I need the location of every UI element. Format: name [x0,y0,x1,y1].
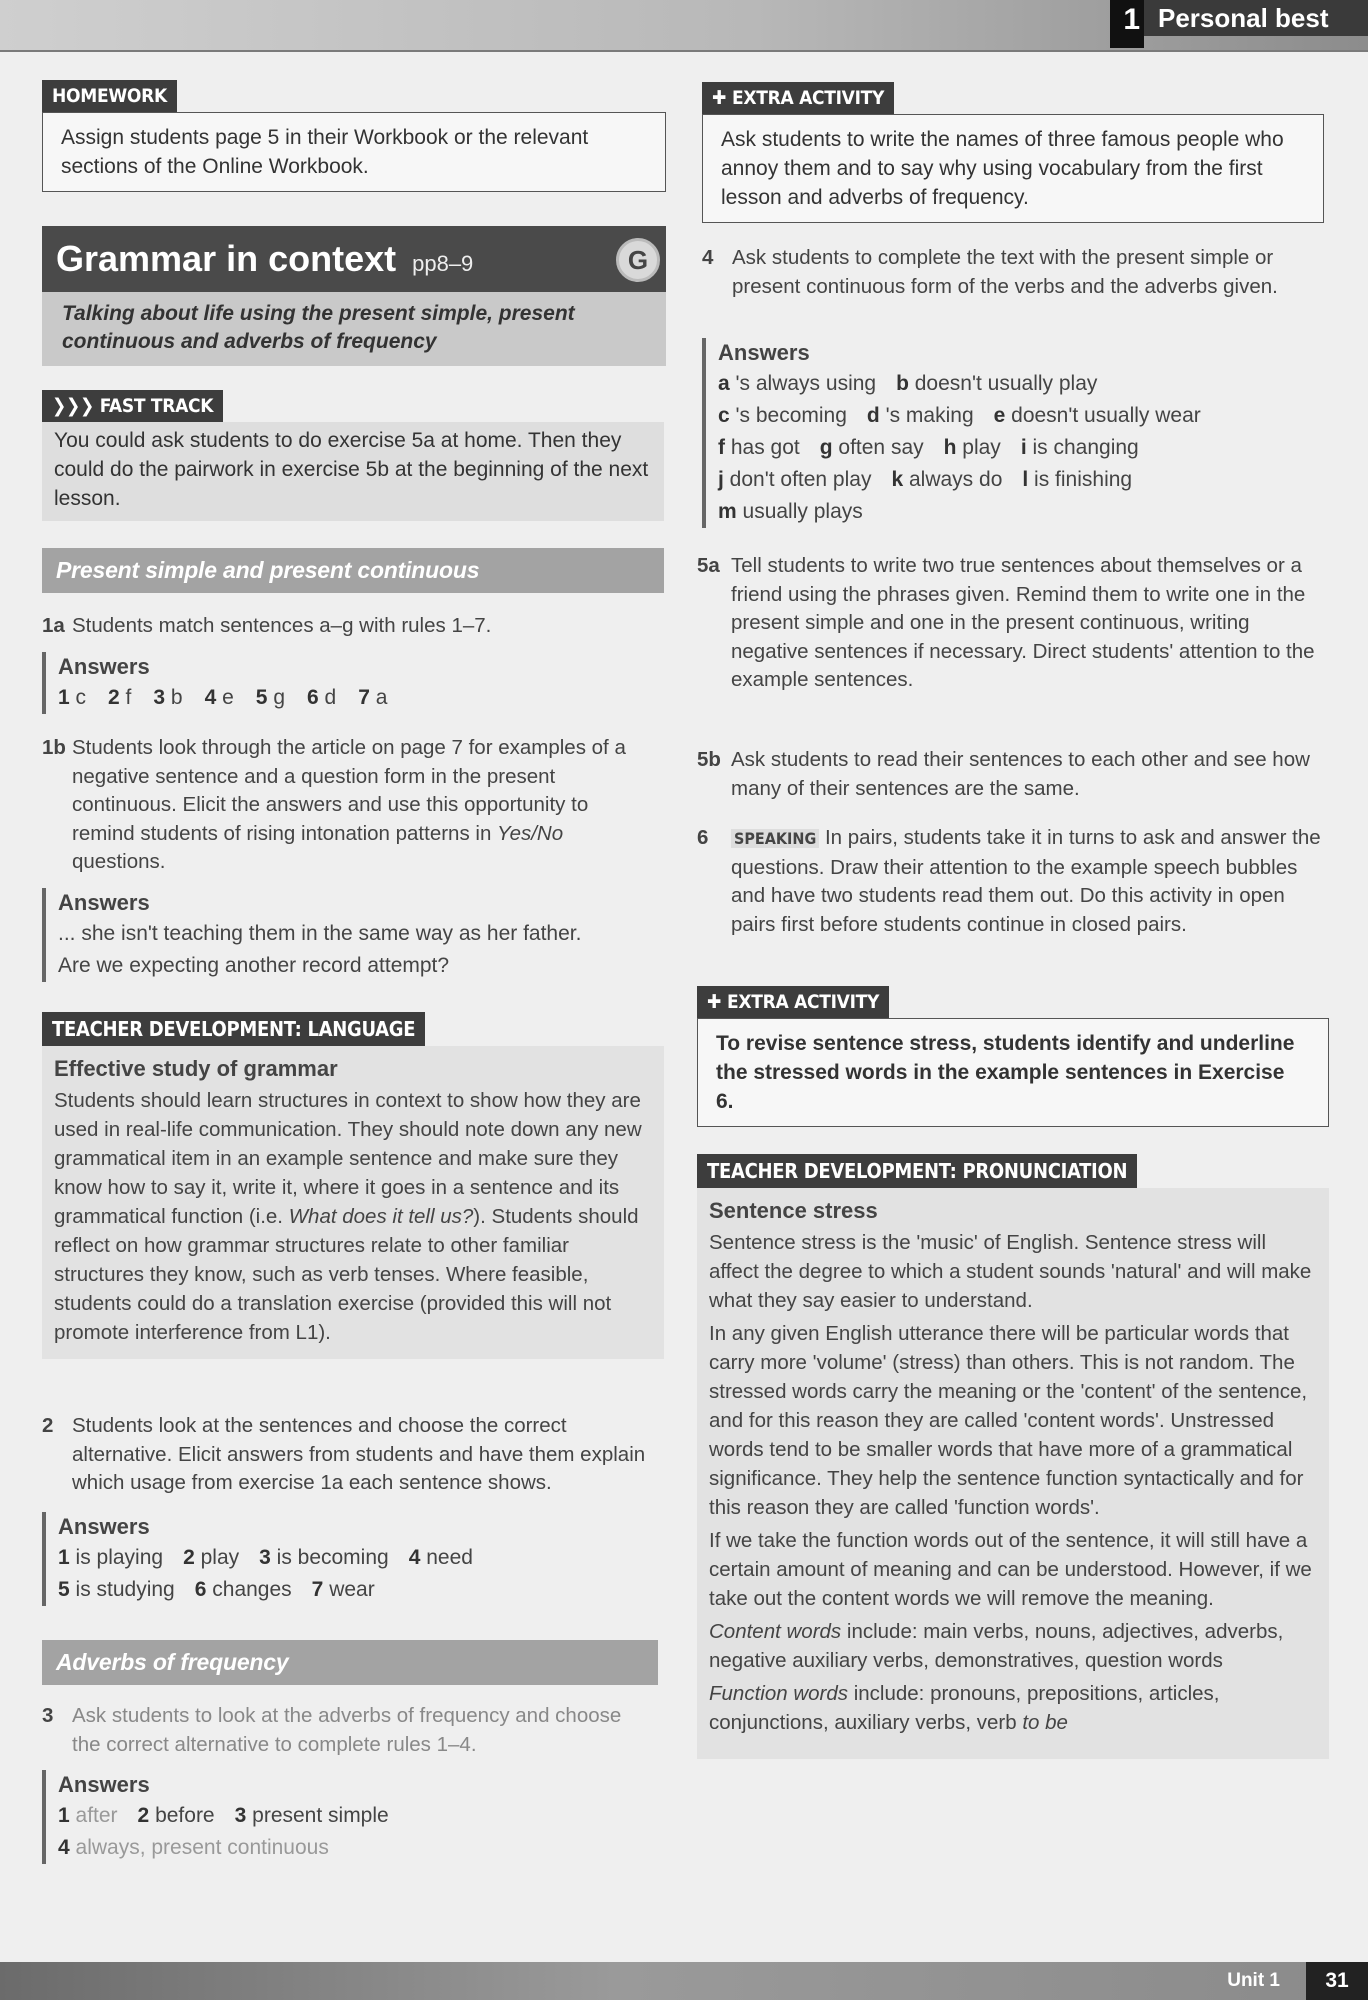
exercise-6-body: In pairs, students take it in turns to ask and answer the questions. Draw their attention to the example speech bubbles and have two students read them out. Do this activity in open pairs first before students continue in closed pairs. [731,826,1321,936]
answer-value: don't often play [723,468,872,491]
answer-value: 's always using [729,372,877,395]
extra-activity-1-tag [702,82,894,114]
answer-item [256,686,285,709]
answer-value: d [318,686,337,709]
grammar-title: Grammar in context [56,238,397,279]
answers-4 [702,338,1322,528]
footer-page-number: 31 [1306,1962,1368,2000]
td-language-box [42,1046,664,1359]
answers-1b-line2: Are we expecting another record attempt? [58,954,450,977]
answer-item [58,686,86,709]
extra-activity-1 [702,82,1324,223]
answer-item [944,436,1001,459]
answers-1b-line1: ... she isn't teaching them in the same way as her father. [58,922,582,945]
answers-1b-heading: Answers [58,890,150,915]
answer-key: l [1022,468,1029,491]
answer-key: 1 [58,1546,70,1569]
exercise-4-text: Ask students to complete the text with the present simple or present continuous form of the verbs and the adverbs given. [732,246,1278,298]
answers-2 [42,1512,642,1606]
exercise-4 [702,244,1322,301]
td-pron-p2: In any given English utterance there will be particular words that carry more 'volume' (stress) than others. This is not random. The stressed words carry the meaning or the 'content' of the sentence, and for this reason they are called 'content words'. Unstressed words tend to be smaller words that have more of a grammatical significance. They help the sentence function syntactically and for this reason they are called 'function words'. [709,1322,1308,1519]
td-language-body [42,1084,664,1359]
answer-value: doesn't usually wear [1005,404,1201,427]
fast-track-text: You could ask students to do exercise 5a at home. Then they could do the pairwork in exercise 5b at the beginning of the next lesson. [42,422,664,521]
answer-value: wear [323,1578,375,1601]
td-language-title: Effective study of grammar [54,1056,338,1081]
td-language-tag: TEACHER DEVELOPMENT: LANGUAGE [42,1012,425,1046]
answer-value: after [69,1804,118,1827]
exercise-1a-text: Students match sentences a–g with rules 1–7. [72,614,492,637]
answer-key: g [819,436,833,459]
exercise-1a [42,612,642,641]
answer-value: always, present continuous [69,1836,329,1859]
section-adverbs-frequency: Adverbs of frequency [42,1640,658,1685]
answer-key: 3 [234,1804,247,1827]
td-pron-body [697,1226,1329,1753]
fast-track-label: FAST TRACK [99,395,214,417]
answers-2-heading: Answers [58,1514,150,1539]
exercise-6-text [697,824,1327,939]
answer-item [820,436,924,459]
answer-key: 1 [58,1804,70,1827]
exercise-5b [697,746,1327,803]
answer-item [58,1578,175,1601]
exercise-2-num: 2 [42,1414,54,1437]
answer-item [195,1578,292,1601]
answer-value: f [119,686,132,709]
answer-value: e [216,686,234,709]
extra-activity-1-box [702,114,1324,223]
exercise-3-text: Ask students to look at the adverbs of frequency and choose the correct alternative to complete rules 1–4. [72,1704,622,1756]
grammar-subtitle: Talking about life using the present simple, present continuous and adverbs of frequency [42,292,666,366]
answer-value: has got [725,436,800,459]
answers-4-row [718,400,1322,432]
section-present-simple: Present simple and present continuous [42,548,664,593]
td-pron-p5-rest: include: pronouns, prepositions, articles, conjunctions, auxiliary verbs, verb [709,1682,1220,1734]
answer-key: b [896,372,909,395]
answer-item [58,1836,329,1859]
exercise-1b [42,734,652,877]
td-language-body-pre: Students should learn structures in context to show how they are used in real-life communication. They should note down any new grammatical item in an example sentence and make sure they know how to say it, write it, where it goes in a sentence and its grammatical function (i.e. [54,1089,642,1228]
answer-value: need [420,1546,473,1569]
answer-key: 6 [307,686,319,709]
answer-key: 4 [58,1836,70,1859]
exercise-5b-num: 5b [697,748,721,771]
td-pron-p5 [709,1679,1317,1737]
answer-key: m [718,500,737,523]
answer-item [235,1804,389,1827]
td-pron-p4-italic: Content words [709,1620,842,1643]
answer-value: is changing [1026,436,1139,459]
td-pron-title: Sentence stress [709,1198,878,1223]
answer-value: play [956,436,1001,459]
exercise-3-num: 3 [42,1704,54,1727]
answer-key: 1 [58,686,70,709]
grammar-header [42,226,666,292]
answer-value: often say [832,436,924,459]
answer-item [867,404,974,427]
answers-3-row1 [58,1800,642,1832]
exercise-2-text: Students look at the sentences and choose the correct alternative. Elicit answers from students and have them explain which usage from exercise 1a each sentence shows. [72,1414,646,1494]
homework-tag: HOMEWORK [42,80,177,112]
answer-item [409,1546,473,1569]
answer-item [718,404,847,427]
footer-unit-label: Unit 1 [1227,1970,1280,1991]
answer-item [307,686,336,709]
answer-key: h [943,436,957,459]
answer-item [358,686,387,709]
teacher-development-pronunciation [697,1154,1329,1759]
answer-item [896,372,1097,395]
teacher-development-language [42,1012,664,1359]
answer-item [183,1546,239,1569]
td-pron-p4-rest: include: main verbs, nouns, adjectives, adverbs, negative auxiliary verbs, demonstratives, question words [709,1620,1284,1672]
answer-key: c [718,404,730,427]
plus-icon: ✚ [712,87,727,109]
answer-key: 7 [311,1578,324,1601]
answer-item [58,1804,118,1827]
chevrons-icon: ❯❯❯ [52,395,100,417]
answer-key: d [866,404,880,427]
answer-item [205,686,234,709]
answer-value: before [149,1804,215,1827]
exercise-6 [697,824,1327,939]
answer-key: 2 [108,686,120,709]
td-pron-tag: TEACHER DEVELOPMENT: PRONUNCIATION [697,1154,1137,1188]
speaking-label: SPEAKING [731,829,819,848]
answers-3-heading: Answers [58,1772,150,1797]
extra-activity-2 [697,986,1329,1127]
grammar-g-icon: G [616,238,660,282]
answers-4-rows [718,368,1322,528]
extra-activity-1-text: Ask students to write the names of three famous people who annoy them and to say why using vocabulary from the first lesson and adverbs of frequency. [721,128,1284,209]
answer-item [138,1804,215,1827]
exercise-1b-num: 1b [42,736,66,759]
exercise-1b-italic: Yes/No [497,821,564,845]
answer-item [718,372,876,395]
answer-value: present simple [246,1804,389,1827]
answer-key: 3 [259,1546,271,1569]
answer-value: c [69,686,87,709]
unit-title: Personal best [1158,2,1329,33]
answer-key: 7 [358,686,370,709]
answer-value: changes [206,1578,292,1601]
plus-icon: ✚ [707,991,722,1013]
page-header [0,0,1368,52]
answer-key: f [718,436,725,459]
extra-activity-2-text: To revise sentence stress, students identify and underline the stressed words in the example sentences in Exercise 6. [716,1032,1295,1113]
extra-activity-2-label: EXTRA ACTIVITY [727,991,880,1013]
td-pron-p5-italic: Function words [709,1682,849,1705]
exercise-4-num: 4 [702,246,714,269]
answer-value: 's making [879,404,974,427]
answer-value: is studying [69,1578,175,1601]
page-footer [0,1962,1368,2000]
answer-item [312,1578,375,1601]
answer-item [718,468,871,491]
answers-2-row2 [58,1574,642,1606]
answer-key: j [718,468,724,491]
answer-value: a [369,686,388,709]
grammar-in-context-block [42,226,666,366]
extra-activity-2-box [697,1018,1329,1127]
answers-3-row2 [58,1832,642,1864]
answer-key: 5 [255,686,268,709]
answers-1b [42,888,652,982]
answers-3 [42,1770,642,1864]
answers-4-heading: Answers [718,340,810,365]
answer-value: is playing [69,1546,164,1569]
answer-value: 's becoming [729,404,847,427]
td-pron-p1: Sentence stress is the 'music' of English. Sentence stress will affect the degree to which a student sounds 'natural' and will make what they say easier to understand. [709,1231,1312,1312]
td-pron-box [697,1188,1329,1759]
answer-key: 6 [194,1578,207,1601]
answer-key: 4 [408,1546,421,1569]
answer-key: k [891,468,904,491]
answer-item [994,404,1201,427]
homework-box [42,112,666,192]
td-language-body-italic: What does it tell us? [288,1205,474,1228]
answer-item [1022,468,1132,491]
answer-value: b [165,686,183,709]
fast-track-block [42,390,664,521]
td-pron-p4 [709,1617,1317,1675]
exercise-5a-num: 5a [697,554,720,577]
exercise-2 [42,1412,664,1498]
answers-4-row [718,432,1322,464]
td-language-body-post: ). Students should reflect on how grammar structures relate to other familiar structures they know, such as verb tenses. Where feasible, students could do a translation exercise (provided this will not promote interference from L1). [54,1205,639,1344]
answer-value: play [194,1546,240,1569]
td-pron-p3: If we take the function words out of the sentence, it will still have a certain amount of meaning and can be understood. However, if we take out the content words we will remove the meaning. [709,1529,1312,1610]
homework-block [42,80,666,192]
answers-4-row [718,496,1322,528]
answer-item [259,1546,389,1569]
exercise-5b-text: Ask students to read their sentences to each other and see how many of their sentences are the same. [731,748,1310,800]
unit-number: 1 [1110,0,1144,48]
answer-item [718,500,863,523]
answer-key: a [718,372,730,395]
exercise-1a-num: 1a [42,614,65,637]
answer-key: 3 [153,686,166,709]
answer-key: 2 [137,1804,150,1827]
answers-4-row [718,464,1322,496]
grammar-pages: pp8–9 [412,251,474,276]
extra-activity-1-label: EXTRA ACTIVITY [732,87,885,109]
answer-value: is finishing [1028,468,1133,491]
answers-1a-heading: Answers [58,654,150,679]
homework-text: Assign students page 5 in their Workbook or the relevant sections of the Online Workbook. [61,126,589,178]
extra-activity-2-tag [697,986,889,1018]
answers-4-row [718,368,1322,400]
answer-item [891,468,1002,491]
answer-key: 2 [183,1546,195,1569]
answers-2-row1 [58,1542,642,1574]
answer-value: usually plays [736,500,863,523]
answer-key: 4 [204,686,217,709]
answers-1a-list [58,682,632,714]
exercise-6-num: 6 [697,826,709,849]
answer-value: g [267,686,285,709]
answer-item [1021,436,1139,459]
answer-value: is becoming [270,1546,389,1569]
exercise-1b-text-pre: Students look through the article on page 7 for examples of a negative sentence and a question form in the present continuous. Elicit the answers and use this opportunity to remind students of rising intonation patterns in [72,736,626,845]
td-pron-p5-tail: to be [1022,1711,1068,1734]
answer-item [153,686,182,709]
answer-value: always do [903,468,1003,491]
answers-1a [42,652,632,714]
answer-key: i [1020,436,1027,459]
answer-value: doesn't usually play [908,372,1098,395]
fast-track-tag [42,390,223,422]
answer-item [718,436,800,459]
unit-tab [1110,0,1368,36]
exercise-3 [42,1702,654,1759]
exercise-5a [697,552,1327,695]
answer-key: 5 [58,1578,70,1601]
answer-item [108,686,131,709]
answer-key: e [993,404,1006,427]
exercise-1b-text [42,734,652,877]
exercise-5a-text: Tell students to write two true sentences about themselves or a friend using the phrases given. Remind them to write one in the present simple and one in the present continuous, writing negative sentences if necessary. Direct students' attention to the example sentences. [731,554,1315,691]
exercise-1b-text-post: questions. [72,850,166,873]
answer-item [58,1546,163,1569]
